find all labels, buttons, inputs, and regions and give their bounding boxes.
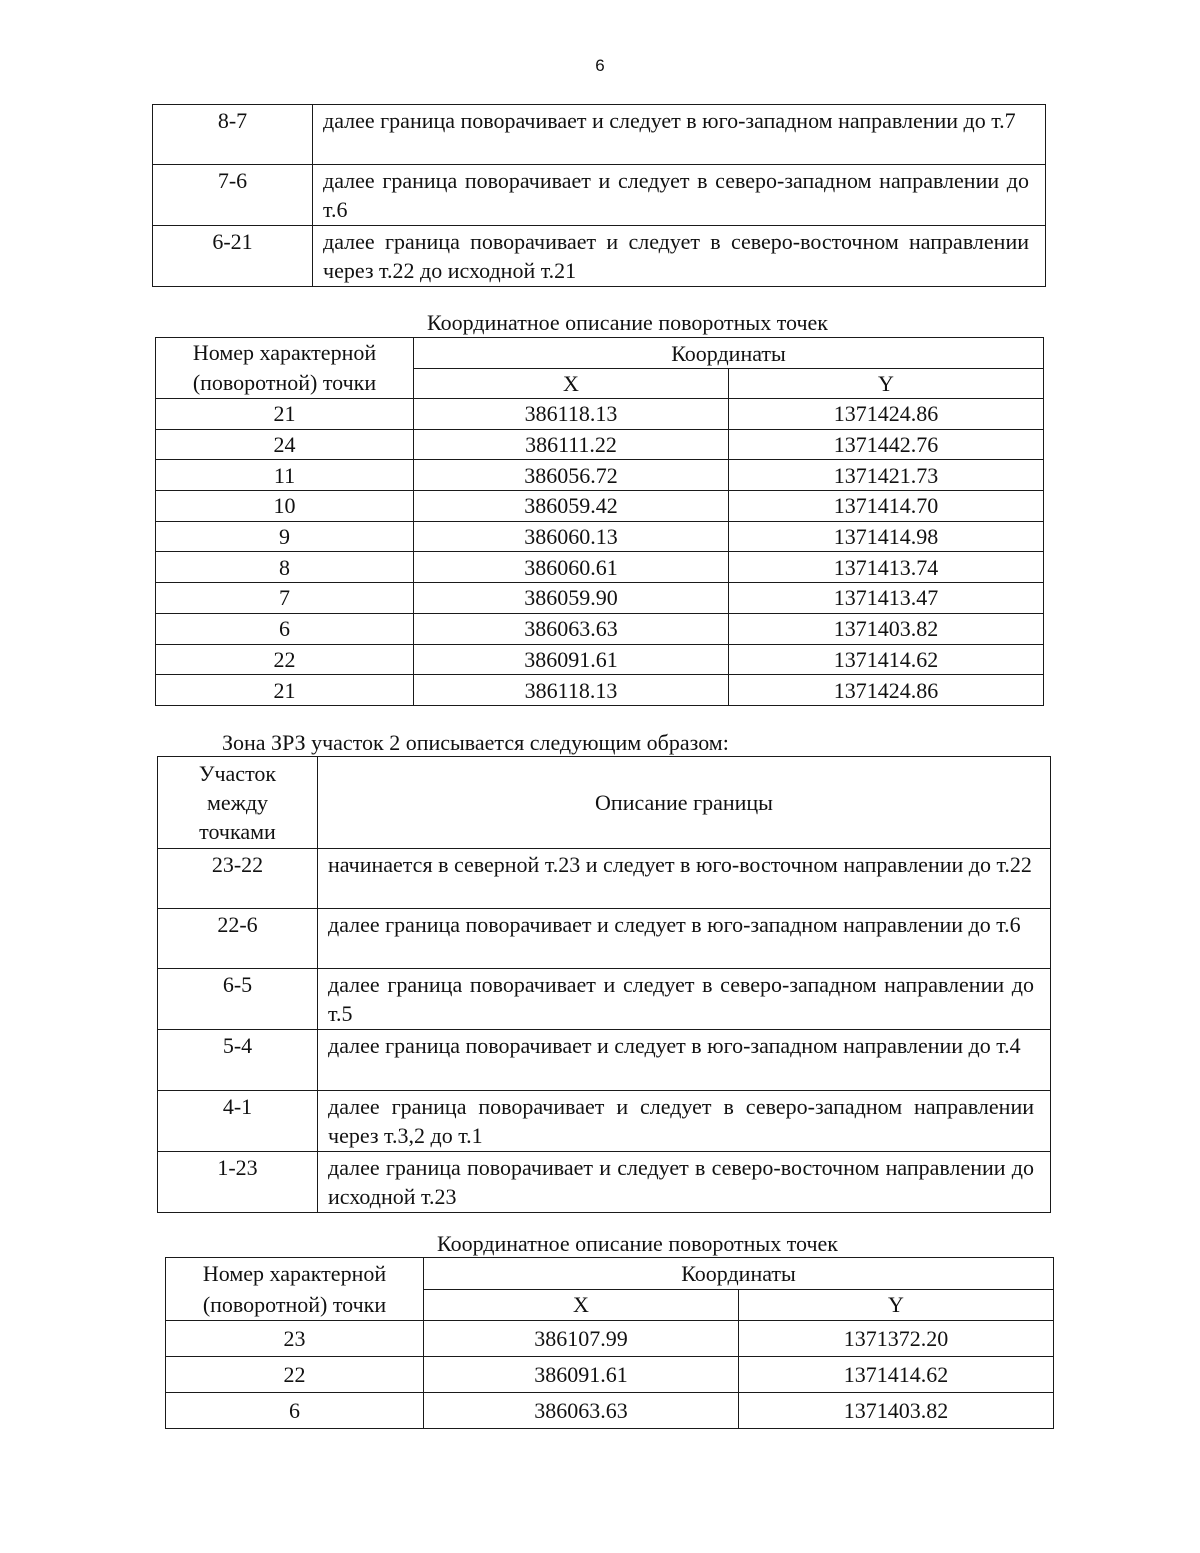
table-row: [153, 226, 1046, 287]
segment-cell: 6-5: [158, 969, 318, 1030]
segment-header: Участок между точками: [158, 757, 318, 849]
y-cell: 1371403.82: [739, 1393, 1054, 1429]
y-cell: 1371442.76: [729, 429, 1044, 460]
x-cell: 386063.63: [424, 1393, 739, 1429]
point-cell: 7: [156, 583, 414, 614]
table-row: [156, 521, 1044, 552]
zone-2-intro: Зона ЗРЗ участок 2 описывается следующим образом:: [222, 730, 729, 755]
table-row: [156, 552, 1044, 583]
table-row: [158, 969, 1051, 1030]
point-cell: 6: [156, 613, 414, 644]
x-cell: 386107.99: [424, 1321, 739, 1357]
description-cell: далее граница поворачивает и следует в северо-западном направлении до т.6: [313, 165, 1046, 226]
coordinates-header: Координаты: [414, 338, 1044, 369]
point-cell: 21: [156, 675, 414, 706]
y-cell: 1371414.98: [729, 521, 1044, 552]
description-cell: далее граница поворачивает и следует в юго-западном направлении до т.4: [318, 1030, 1051, 1091]
segment-cell: 6-21: [153, 226, 313, 287]
segment-cell: 8-7: [153, 105, 313, 165]
y-cell: 1371413.74: [729, 552, 1044, 583]
point-cell: 6: [166, 1393, 424, 1429]
boundary-table-2: [157, 756, 1051, 1213]
coords-caption-2: Координатное описание поворотных точек: [437, 1231, 838, 1256]
segment-cell: 23-22: [158, 849, 318, 909]
y-cell: 1371403.82: [729, 613, 1044, 644]
point-cell: 9: [156, 521, 414, 552]
y-header: Y: [739, 1289, 1054, 1321]
table-row: [158, 1152, 1051, 1213]
y-cell: 1371421.73: [729, 460, 1044, 491]
y-cell: 1371414.62: [729, 644, 1044, 675]
point-cell: 22: [166, 1357, 424, 1393]
x-cell: 386060.61: [414, 552, 729, 583]
description-cell: начинается в северной т.23 и следует в юго-восточном направлении до т.22: [318, 849, 1051, 909]
table-row: [158, 849, 1051, 909]
table-row: [158, 1030, 1051, 1091]
x-cell: 386091.61: [414, 644, 729, 675]
description-cell: далее граница поворачивает и следует в северо-западном направлении через т.3,2 до т.1: [318, 1091, 1051, 1152]
table-row: [153, 105, 1046, 165]
x-cell: 386059.42: [414, 491, 729, 522]
y-cell: 1371413.47: [729, 583, 1044, 614]
point-cell: 24: [156, 429, 414, 460]
table-row: [158, 1091, 1051, 1152]
table-row: [156, 429, 1044, 460]
segment-cell: 7-6: [153, 165, 313, 226]
table-row: [156, 583, 1044, 614]
y-cell: 1371414.70: [729, 491, 1044, 522]
x-cell: 386063.63: [414, 613, 729, 644]
x-cell: 386059.90: [414, 583, 729, 614]
y-cell: 1371372.20: [739, 1321, 1054, 1357]
description-cell: далее граница поворачивает и следует в юго-западном направлении до т.7: [313, 105, 1046, 165]
x-cell: 386056.72: [414, 460, 729, 491]
x-cell: 386118.13: [414, 399, 729, 430]
coords-table-2: [165, 1257, 1054, 1429]
table-row: [156, 399, 1044, 430]
table-row: [156, 460, 1044, 491]
coords-table-1: [155, 337, 1044, 706]
segment-cell: 1-23: [158, 1152, 318, 1213]
x-cell: 386060.13: [414, 521, 729, 552]
point-cell: 22: [156, 644, 414, 675]
segment-cell: 22-6: [158, 909, 318, 969]
y-cell: 1371424.86: [729, 675, 1044, 706]
page-number: 6: [595, 56, 605, 75]
table-row: [156, 644, 1044, 675]
point-cell: 21: [156, 399, 414, 430]
table-row: [166, 1393, 1054, 1429]
table-row: [153, 165, 1046, 226]
table-row: [156, 675, 1044, 706]
description-cell: далее граница поворачивает и следует в северо-западном направлении до т.5: [318, 969, 1051, 1030]
table-row: [166, 1321, 1054, 1357]
y-header: Y: [729, 369, 1044, 399]
table-row: [156, 613, 1044, 644]
x-header: X: [414, 369, 729, 399]
boundary-table-1: [152, 104, 1046, 287]
point-cell: 10: [156, 491, 414, 522]
point-cell: 8: [156, 552, 414, 583]
table-row: [166, 1357, 1054, 1393]
description-cell: далее граница поворачивает и следует в северо-восточном направлении до исходной т.23: [318, 1152, 1051, 1213]
table-row: [156, 491, 1044, 522]
table-row: [158, 909, 1051, 969]
y-cell: 1371424.86: [729, 399, 1044, 430]
x-cell: 386111.22: [414, 429, 729, 460]
description-cell: далее граница поворачивает и следует в юго-западном направлении до т.6: [318, 909, 1051, 969]
x-cell: 386091.61: [424, 1357, 739, 1393]
point-number-header: Номер характерной (поворотной) точки: [156, 338, 414, 399]
segment-cell: 5-4: [158, 1030, 318, 1091]
point-cell: 23: [166, 1321, 424, 1357]
point-cell: 11: [156, 460, 414, 491]
point-number-header: Номер характерной (поворотной) точки: [166, 1258, 424, 1321]
segment-cell: 4-1: [158, 1091, 318, 1152]
description-header: Описание границы: [318, 757, 1051, 849]
coordinates-header: Координаты: [424, 1258, 1054, 1290]
coords-caption-1: Координатное описание поворотных точек: [427, 310, 828, 335]
description-cell: далее граница поворачивает и следует в северо-восточном направлении через т.22 до исходной т.21: [313, 226, 1046, 287]
y-cell: 1371414.62: [739, 1357, 1054, 1393]
x-cell: 386118.13: [414, 675, 729, 706]
x-header: X: [424, 1289, 739, 1321]
